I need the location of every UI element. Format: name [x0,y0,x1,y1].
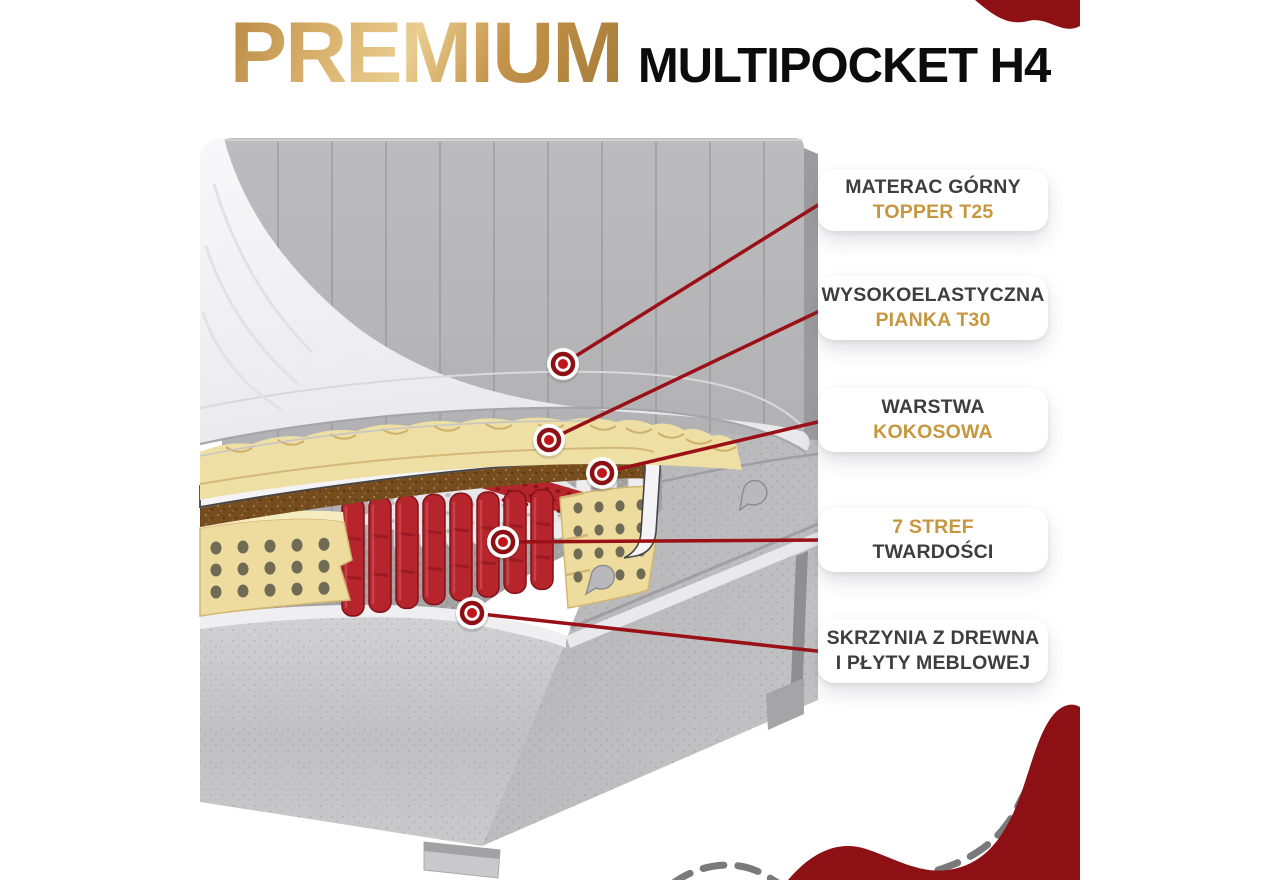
title-brand: PREMIUM [229,5,622,101]
callout-line: PIANKA T30 [875,309,991,331]
callout-line: TOPPER T25 [872,201,994,223]
callout-card-topper [818,169,1048,231]
page-title [0,5,1280,101]
callout-line: TWARDOŚCI [872,541,994,563]
callout-line: WYSOKOELASTYCZNA [821,284,1045,306]
corner-blob-bottom-right [788,705,1080,880]
callout-line: MATERAC GÓRNY [845,176,1021,198]
title-model: MULTIPOCKET H4 [637,39,1051,93]
callout-line: KOKOSOWA [873,421,993,443]
latex-block-left [200,511,352,616]
callout-card-foam-t30 [818,276,1048,340]
callout-line: SKRZYNIA Z DREWNA [826,627,1040,649]
callout-line: 7 STREF [892,516,974,538]
callout-line: I PŁYTY MEBLOWEJ [835,652,1031,674]
callout-card-box [818,619,1048,683]
callout-card-coconut [818,388,1048,452]
bed-foot-front [424,842,500,878]
callout-line: WARSTWA [881,396,985,418]
callout-card-zones [818,508,1048,572]
